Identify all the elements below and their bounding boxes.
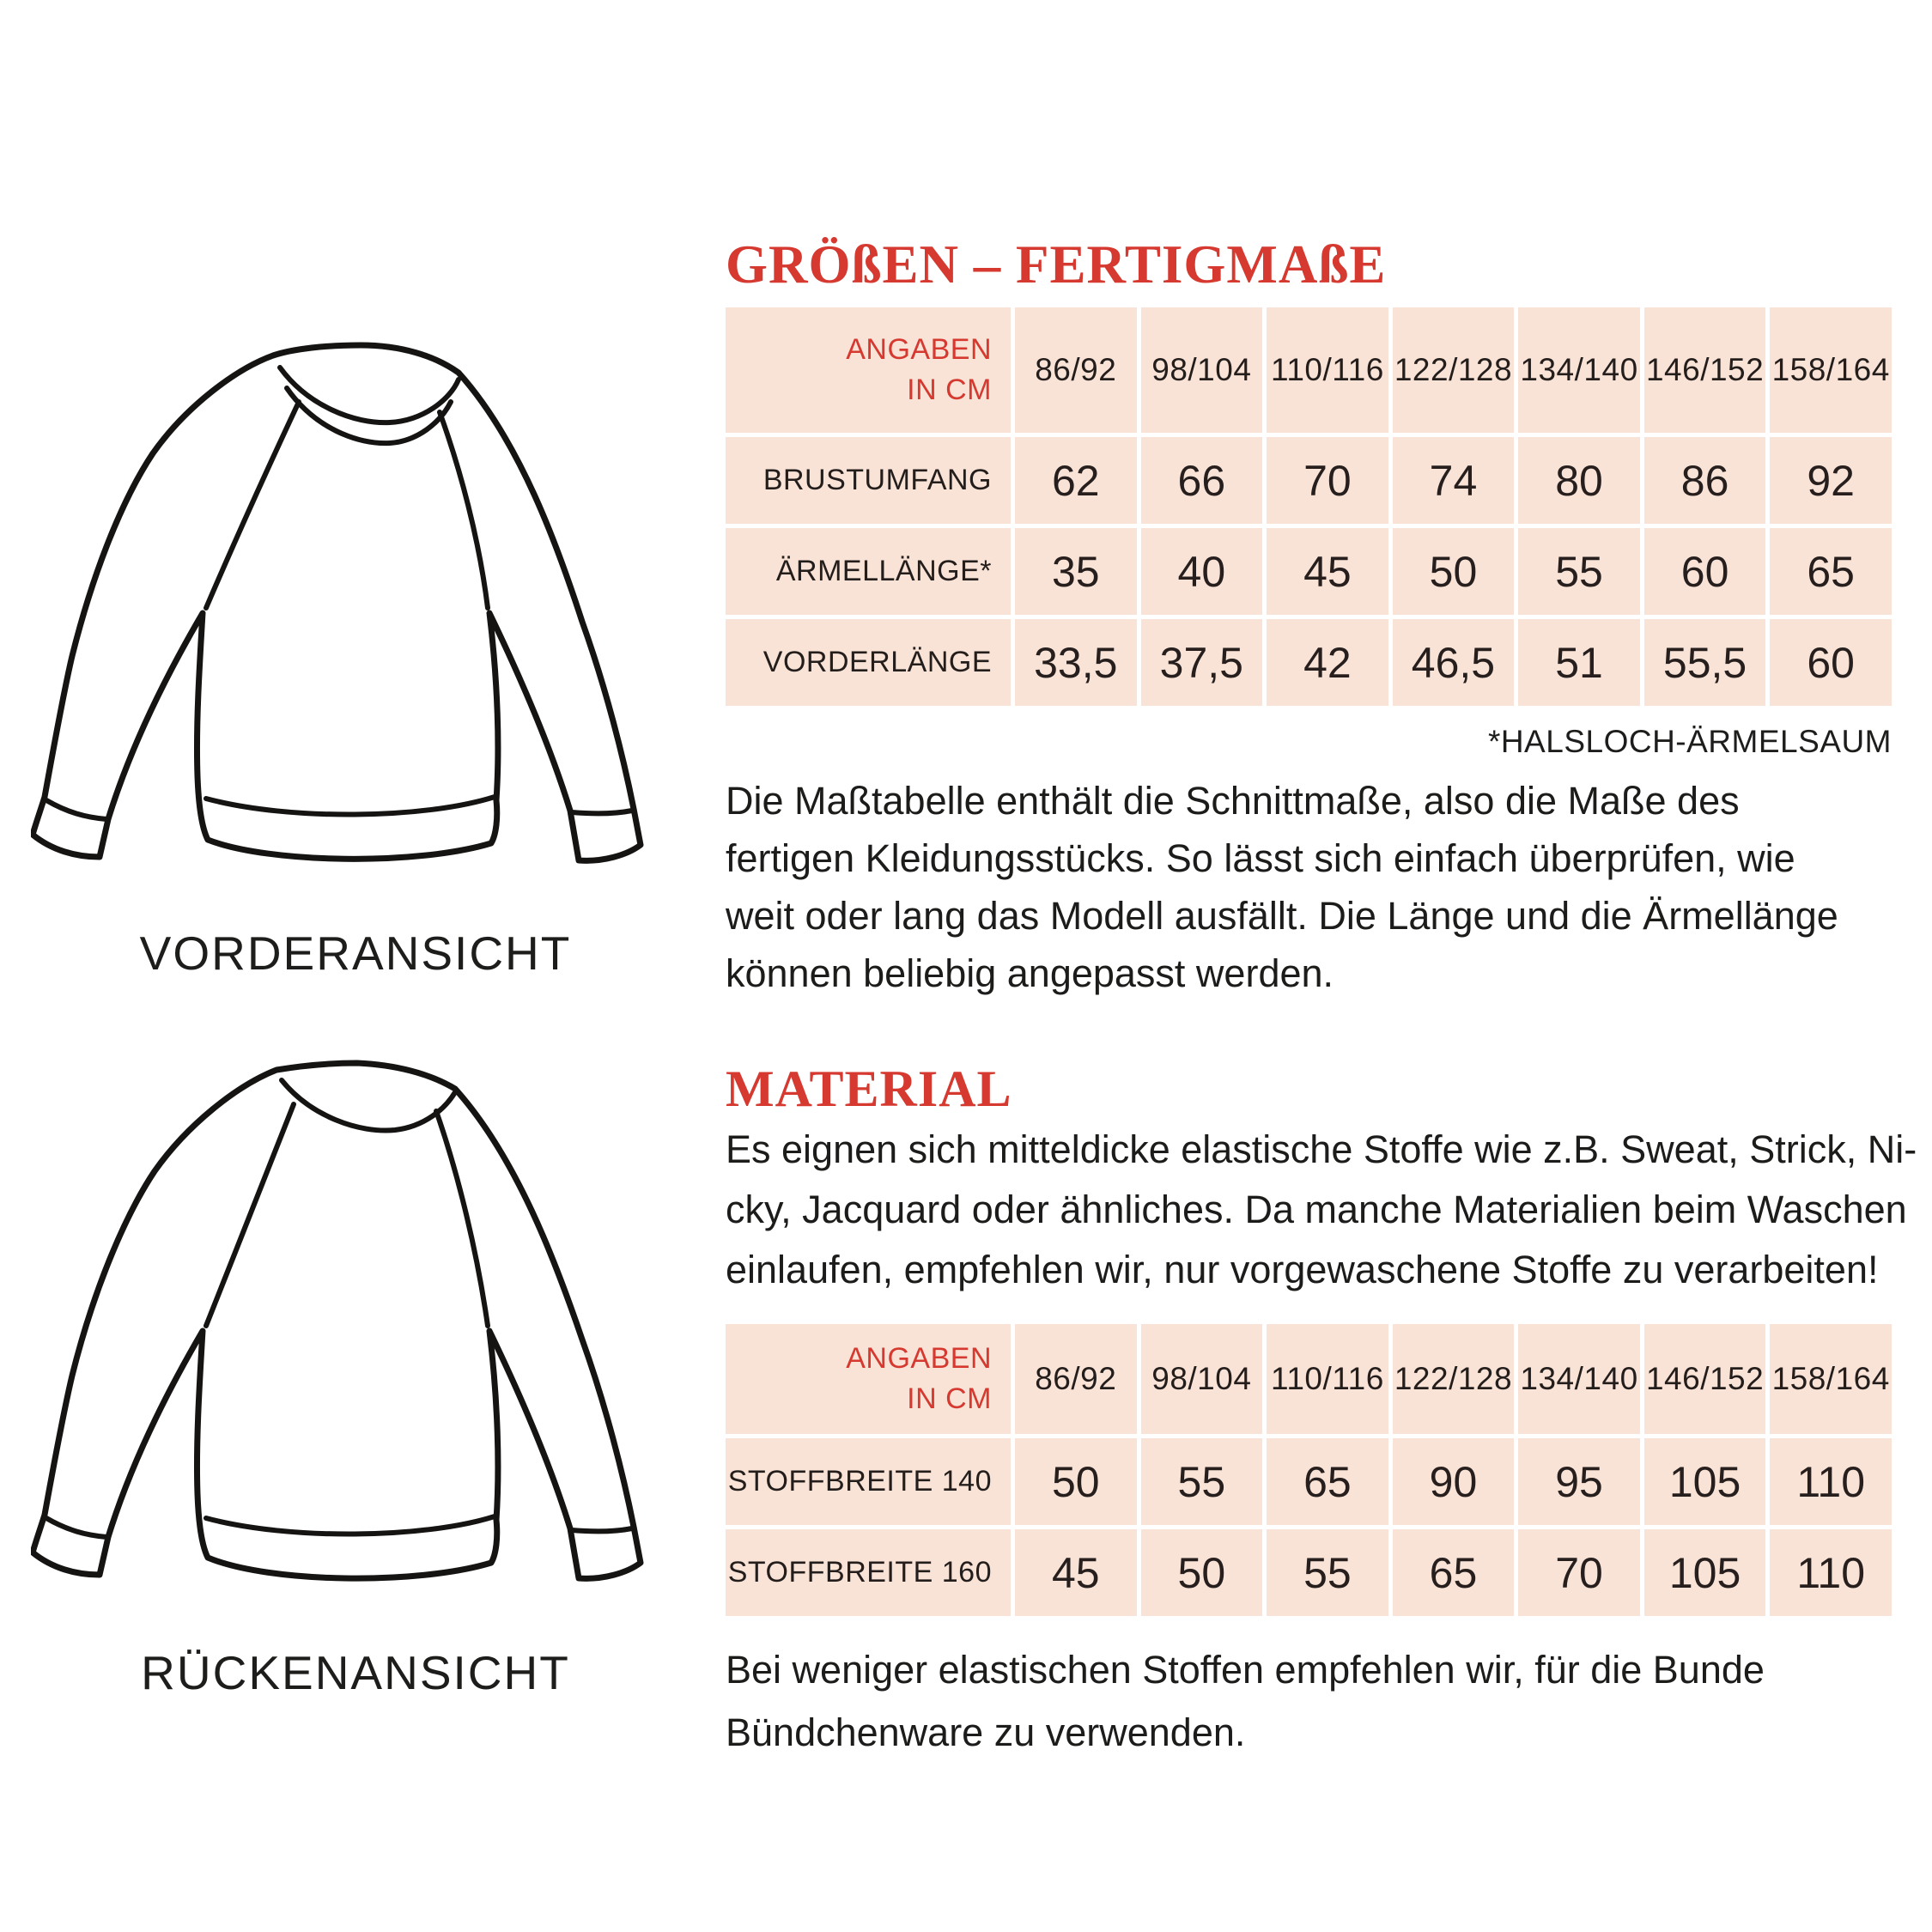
size-column-header: 110/116 xyxy=(1267,307,1388,433)
measure-value: 50 xyxy=(1015,1438,1137,1525)
fabric-width-140-row xyxy=(726,1438,1892,1525)
back-view-caption: RÜCKENANSICHT xyxy=(141,1646,570,1699)
size-column-header: 134/140 xyxy=(1518,1324,1640,1434)
sweater-back-illustration xyxy=(31,1024,680,1607)
sizes-table-header-row xyxy=(726,307,1892,433)
measure-value: 55,5 xyxy=(1644,619,1766,706)
measure-value: 46,5 xyxy=(1393,619,1515,706)
measure-value: 80 xyxy=(1518,437,1640,524)
sizes-section-title: GRÖßEN – FERTIGMAßE xyxy=(726,234,1387,295)
measure-value: 50 xyxy=(1393,528,1515,615)
size-column-header: 134/140 xyxy=(1518,307,1640,433)
measure-value: 110 xyxy=(1770,1529,1892,1616)
table-footnote: *HALSLOCH-ÄRMELSAUM xyxy=(1487,724,1892,759)
measure-row-label: VORDERLÄNGE xyxy=(726,619,1011,706)
size-column-header: 158/164 xyxy=(1770,307,1892,433)
sizes-table xyxy=(726,307,1892,706)
measure-value: 62 xyxy=(1015,437,1137,524)
measure-value: 40 xyxy=(1141,528,1263,615)
fabric-note-paragraph xyxy=(726,1638,1765,1764)
front-view-caption: VORDERANSICHT xyxy=(139,927,572,980)
measure-row-label: STOFFBREITE 140 xyxy=(726,1438,1011,1525)
fabric-width-160-row xyxy=(726,1529,1892,1616)
measure-value: 60 xyxy=(1770,619,1892,706)
material-paragraph xyxy=(726,1120,1917,1300)
sizes-paragraph xyxy=(726,772,1838,1002)
size-column-header: 86/92 xyxy=(1015,307,1137,433)
paragraph-line: können beliebig angepasst werden. xyxy=(726,951,1334,995)
paragraph-line: cky, Jacquard oder ähnliches. Da manche Materialien beim Waschen xyxy=(726,1188,1907,1231)
measure-value: 105 xyxy=(1644,1529,1766,1616)
sweater-back-drawing xyxy=(31,1024,680,1607)
measure-value: 90 xyxy=(1393,1438,1515,1525)
fabric-width-table xyxy=(726,1324,1892,1616)
sizes-table-unit-header xyxy=(726,307,1011,433)
paragraph-line: Die Maßtabelle enthält die Schnittmaße, also die Maße des xyxy=(726,779,1740,823)
fabric-table-header-row xyxy=(726,1324,1892,1434)
unit-header-line1: ANGABEN xyxy=(846,333,992,366)
paragraph-line: fertigen Kleidungsstücks. So lässt sich einfach überprüfen, wie xyxy=(726,836,1795,880)
measure-value: 33,5 xyxy=(1015,619,1137,706)
measure-value: 110 xyxy=(1770,1438,1892,1525)
measure-value: 66 xyxy=(1141,437,1263,524)
measure-value: 105 xyxy=(1644,1438,1766,1525)
unit-header-line2: IN CM xyxy=(907,374,992,406)
measure-value: 92 xyxy=(1770,437,1892,524)
measure-row-label: ÄRMELLÄNGE* xyxy=(726,528,1011,615)
measure-value: 51 xyxy=(1518,619,1640,706)
size-column-header: 110/116 xyxy=(1267,1324,1388,1434)
measure-value: 86 xyxy=(1644,437,1766,524)
measure-value: 35 xyxy=(1015,528,1137,615)
size-column-header: 146/152 xyxy=(1644,1324,1766,1434)
sleeve-length-row xyxy=(726,528,1892,615)
measure-value: 95 xyxy=(1518,1438,1640,1525)
size-column-header: 158/164 xyxy=(1770,1324,1892,1434)
measure-value: 55 xyxy=(1518,528,1640,615)
paragraph-line: einlaufen, empfehlen wir, nur vorgewaschene Stoffe zu verarbeiten! xyxy=(726,1248,1879,1291)
size-column-header: 86/92 xyxy=(1015,1324,1137,1434)
size-column-header: 98/104 xyxy=(1141,307,1263,433)
measure-value: 65 xyxy=(1770,528,1892,615)
size-column-header: 146/152 xyxy=(1644,307,1766,433)
measure-value: 74 xyxy=(1393,437,1515,524)
measure-value: 37,5 xyxy=(1141,619,1263,706)
measure-value: 55 xyxy=(1141,1438,1263,1525)
front-length-row xyxy=(726,619,1892,706)
measure-value: 70 xyxy=(1518,1529,1640,1616)
measure-value: 45 xyxy=(1267,528,1388,615)
paragraph-line: Bündchenware zu verwenden. xyxy=(726,1710,1246,1754)
measure-row-label: STOFFBREITE 160 xyxy=(726,1529,1011,1616)
measure-row-label: BRUSTUMFANG xyxy=(726,437,1011,524)
unit-header-line2: IN CM xyxy=(907,1382,992,1415)
fabric-table-unit-header xyxy=(726,1324,1011,1434)
sweater-front-illustration xyxy=(31,306,680,890)
sweater-front-drawing xyxy=(31,306,680,890)
measure-value: 55 xyxy=(1267,1529,1388,1616)
measure-value: 50 xyxy=(1141,1529,1263,1616)
paragraph-line: Bei weniger elastischen Stoffen empfehlen wir, für die Bunde xyxy=(726,1648,1765,1692)
size-column-header: 122/128 xyxy=(1393,307,1515,433)
measure-value: 60 xyxy=(1644,528,1766,615)
measure-value: 70 xyxy=(1267,437,1388,524)
measure-value: 65 xyxy=(1267,1438,1388,1525)
paragraph-line: Es eignen sich mitteldicke elastische Stoffe wie z.B. Sweat, Strick, Ni- xyxy=(726,1127,1917,1171)
chest-measure-row xyxy=(726,437,1892,524)
size-column-header: 122/128 xyxy=(1393,1324,1515,1434)
measure-value: 65 xyxy=(1393,1529,1515,1616)
measure-value: 42 xyxy=(1267,619,1388,706)
measure-value: 45 xyxy=(1015,1529,1137,1616)
size-column-header: 98/104 xyxy=(1141,1324,1263,1434)
material-section-title: MATERIAL xyxy=(726,1060,1012,1117)
paragraph-line: weit oder lang das Modell ausfällt. Die Länge und die Ärmellänge xyxy=(726,894,1838,938)
unit-header-line1: ANGABEN xyxy=(846,1342,992,1375)
